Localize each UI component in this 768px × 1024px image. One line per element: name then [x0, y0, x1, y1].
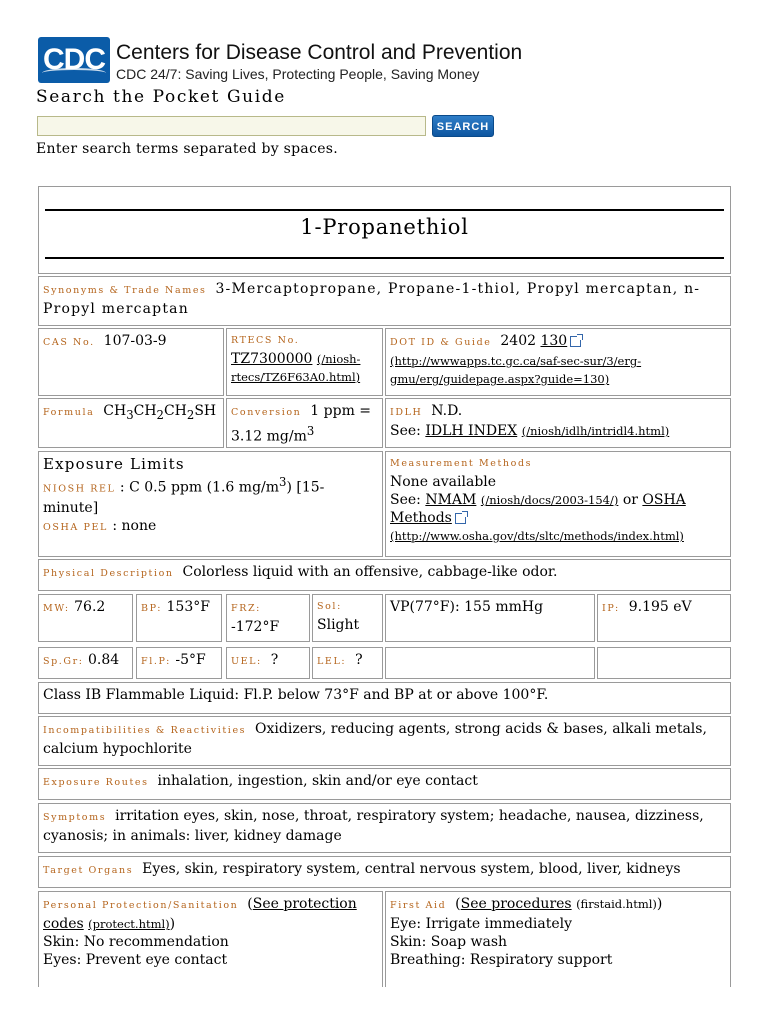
- niosh-rel-value: : C 0.5 ppm (1.6 mg/m: [119, 479, 280, 496]
- logo-text: CDC: [43, 43, 105, 76]
- cas-value: 107-03-9: [103, 333, 167, 349]
- dot-id: 2402: [500, 333, 537, 349]
- measurement-see: See:: [390, 492, 421, 508]
- or-text: or: [622, 492, 638, 508]
- spgr-cell: [38, 647, 133, 679]
- search-button[interactable]: SEARCH: [432, 115, 494, 137]
- conversion-value: 1 ppm = 3.12 mg/m: [231, 403, 372, 445]
- incompat-value: Oxidizers, reducing agents, strong acids & bases, alkali metals, calcium hypochlorite: [43, 721, 707, 757]
- lel-value: ?: [355, 652, 363, 668]
- bp-cell: [136, 594, 222, 642]
- rtecs-label: RTECS No.: [231, 335, 300, 346]
- bp-label: BP:: [141, 603, 163, 614]
- ppe-label: Personal Protection/Sanitation: [43, 900, 239, 911]
- dot-cell: [385, 328, 731, 396]
- logo-wave: [42, 68, 106, 78]
- empty-cell: [385, 647, 595, 679]
- empty-cell: [597, 647, 731, 679]
- lel-label: LEL:: [317, 656, 347, 667]
- sol-cell: [312, 594, 383, 642]
- exposure-routes-cell: [38, 768, 731, 800]
- exposure-limits-cell: [38, 451, 383, 557]
- nmam-url[interactable]: (/niosh/docs/2003-154/): [480, 493, 619, 507]
- niosh-rel-exponent: 3: [279, 475, 287, 489]
- osha-methods-link[interactable]: OSHA Methods: [390, 492, 686, 526]
- search-hint: Enter search terms separated by spaces.: [36, 141, 339, 157]
- incompat-label: Incompatibilities & Reactivities: [43, 725, 247, 736]
- ip-value: 9.195 eV: [628, 599, 692, 615]
- dot-url[interactable]: (http://wwwapps.tc.gc.ca/saf-sec-sur/3/erg-gmu/erg/guidepage.aspx?guide=130): [390, 354, 642, 386]
- formula-cell: [38, 398, 224, 448]
- cdc-header: [38, 37, 523, 83]
- first-aid-cell: First Aid (See procedures (firstaid.html)) Eye: Irrigate immediately Skin: Soap wash Breathing: Respiratory support: [385, 891, 731, 987]
- target-label: Target Organs: [43, 865, 134, 876]
- symptoms-value: irritation eyes, skin, nose, throat, respiratory system; headache, nausea, dizziness, cyanosis; in animals: liver, kidney damage: [43, 808, 704, 844]
- spgr-value: 0.84: [88, 652, 120, 668]
- mw-cell: [38, 594, 133, 642]
- dot-label: DOT ID & Guide: [390, 337, 492, 348]
- niosh-rel-label: NIOSH REL: [43, 483, 116, 495]
- frz-cell: [226, 594, 310, 642]
- sol-value: Slight: [317, 617, 360, 633]
- osha-methods-url[interactable]: (http://www.osha.gov/dts/sltc/methods/index.html): [390, 529, 684, 543]
- uel-cell: [226, 647, 310, 679]
- cas-cell: [38, 328, 224, 396]
- conversion-exponent: 3: [306, 424, 315, 438]
- vp-cell: [385, 594, 595, 642]
- ppe-skin: Skin: No recommendation: [43, 934, 229, 950]
- external-link-icon: [570, 336, 581, 347]
- symptoms-cell: [38, 803, 731, 853]
- frz-value: -172°F: [231, 619, 280, 635]
- flp-cell: [136, 647, 222, 679]
- flp-value: -5°F: [175, 652, 206, 668]
- ip-label: IP:: [602, 603, 620, 614]
- firstaid-link[interactable]: See procedures: [460, 896, 572, 912]
- idlh-index-link[interactable]: IDLH INDEX: [425, 423, 518, 439]
- osha-pel-label: OSHA PEL: [43, 521, 108, 533]
- title-rule-top: [45, 209, 724, 211]
- osha-pel-value: : none: [112, 517, 157, 534]
- mw-label: MW:: [43, 603, 70, 614]
- flammable-class: Class IB Flammable Liquid: Fl.P. below 73°F and BP at or above 100°F.: [43, 687, 549, 703]
- frz-label: FRZ:: [231, 603, 261, 614]
- firstaid-label: First Aid: [390, 900, 447, 911]
- niosh-rel-tail: ) [15-minute]: [43, 479, 325, 516]
- routes-value: inhalation, ingestion, skin and/or eye contact: [157, 773, 478, 789]
- synonyms-label: Synonyms & Trade Names: [43, 285, 207, 296]
- conversion-cell: [226, 398, 383, 448]
- exposure-title: Exposure Limits: [43, 455, 185, 473]
- lel-cell: [312, 647, 383, 679]
- rtecs-link[interactable]: TZ7300000: [231, 351, 313, 367]
- mw-value: 76.2: [74, 599, 106, 615]
- firstaid-skin: Skin: Soap wash: [390, 934, 508, 950]
- uel-label: UEL:: [231, 656, 262, 667]
- physical-label: Physical Description: [43, 568, 174, 579]
- firstaid-url[interactable]: (firstaid.html): [576, 897, 657, 911]
- sol-label: Sol:: [317, 601, 342, 612]
- ppe-link[interactable]: See protection codes: [43, 896, 357, 932]
- measurement-label: Measurement Methods: [390, 458, 533, 469]
- flammable-class-cell: [38, 682, 731, 714]
- spgr-label: Sp.Gr:: [43, 656, 84, 667]
- ip-cell: [597, 594, 731, 642]
- chemical-name: 1-Propanethiol: [300, 215, 469, 239]
- rtecs-cell: [226, 328, 383, 396]
- org-name: Centers for Disease Control and Prevention: [116, 41, 523, 64]
- ppe-cell: Personal Protection/Sanitation (See protection codes (protect.html)) Skin: No recommendation Eyes: Prevent eye contact: [38, 891, 383, 987]
- idlh-label: IDLH: [390, 407, 423, 418]
- conversion-label: Conversion: [231, 407, 302, 418]
- nmam-link[interactable]: NMAM: [425, 492, 477, 508]
- title-rule-bottom: [45, 257, 724, 259]
- physical-value: Colorless liquid with an offensive, cabbage-like odor.: [182, 564, 558, 580]
- symptoms-label: Symptoms: [43, 812, 107, 823]
- uel-value: ?: [270, 652, 279, 668]
- cas-label: CAS No.: [43, 337, 95, 348]
- routes-label: Exposure Routes: [43, 777, 149, 788]
- tagline: CDC 24/7: Saving Lives, Protecting People, Saving Money: [116, 66, 480, 82]
- firstaid-eye: Eye: Irrigate immediately: [390, 916, 573, 932]
- ppe-eyes: Eyes: Prevent eye contact: [43, 952, 228, 968]
- ppe-url[interactable]: (protect.html): [88, 917, 170, 931]
- vp-value: VP(77°F): 155 mmHg: [390, 599, 544, 615]
- formula-label: Formula: [43, 407, 95, 418]
- search-title: Search the Pocket Guide: [36, 87, 286, 107]
- idlh-url[interactable]: (/niosh/idlh/intridl4.html): [521, 424, 670, 438]
- target-value: Eyes, skin, respiratory system, central nervous system, blood, liver, kidneys: [142, 861, 681, 877]
- chemical-title-cell: [38, 186, 731, 274]
- target-organs-cell: [38, 856, 731, 888]
- synonyms-value: 3-Mercaptopropane, Propane-1-thiol, Propyl mercaptan, n-Propyl mercaptan: [43, 281, 701, 317]
- measurement-value: None available: [390, 474, 497, 490]
- rtecs-url[interactable]: (/niosh-rtecs/TZ6F63A0.html): [231, 352, 361, 384]
- cdc-logo[interactable]: [38, 37, 110, 83]
- physical-description-cell: [38, 559, 731, 591]
- firstaid-breathing: Breathing: Respiratory support: [390, 952, 613, 968]
- idlh-value: N.D.: [431, 403, 463, 419]
- formula-value: $CH_3CH_2CH_2SH$: [103, 403, 217, 422]
- bp-value: 153°F: [166, 599, 210, 615]
- measurement-cell: [385, 451, 731, 557]
- search-input[interactable]: [37, 116, 426, 136]
- idlh-cell: [385, 398, 731, 448]
- idlh-see: See:: [390, 423, 421, 439]
- dot-guide-link[interactable]: 130: [540, 333, 568, 349]
- external-link-icon: [455, 513, 466, 524]
- incompatibilities-cell: [38, 716, 731, 766]
- flp-label: Fl.P:: [141, 656, 171, 667]
- synonyms-cell: [38, 276, 731, 326]
